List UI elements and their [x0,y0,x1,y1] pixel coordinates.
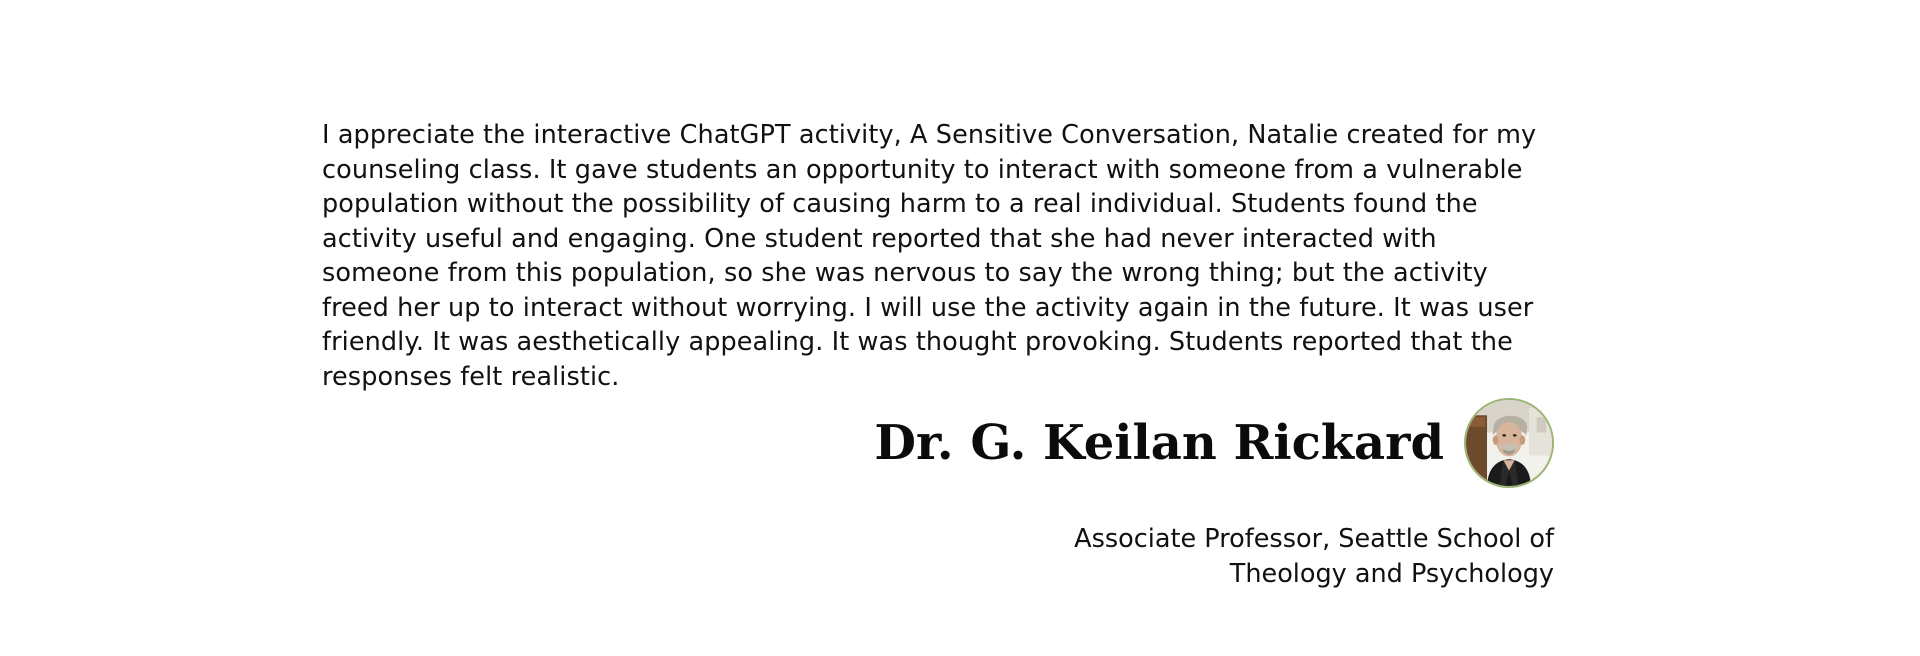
author-block [874,395,1554,491]
author-avatar [1464,398,1554,488]
author-name: Dr. G. Keilan Rickard [874,415,1444,471]
testimonial-section [322,118,1554,394]
author-title-line-1: Associate Professor, Seattle School of [1074,524,1554,554]
author-title-line-2: Theology and Psychology [1229,559,1554,589]
author-title [1034,522,1554,592]
portrait-photo-icon [1466,400,1552,486]
testimonial-quote: I appreciate the interactive ChatGPT activity, A Sensitive Conversation, Natalie created for my counseling class. It gave students an opportunity to interact with someone from a vulnerable population without the possibility of causing harm to a real individual. Students found the activity useful and engaging. One student reported that she had never interacted with someone from this population, so she was nervous to say the wrong thing; but the activity freed her up to interact without worrying. I will use the activity again in the future. It was user friendly. It was aesthetically appealing. It was thought provoking. Students reported that the responses felt realistic. [322,120,1537,392]
